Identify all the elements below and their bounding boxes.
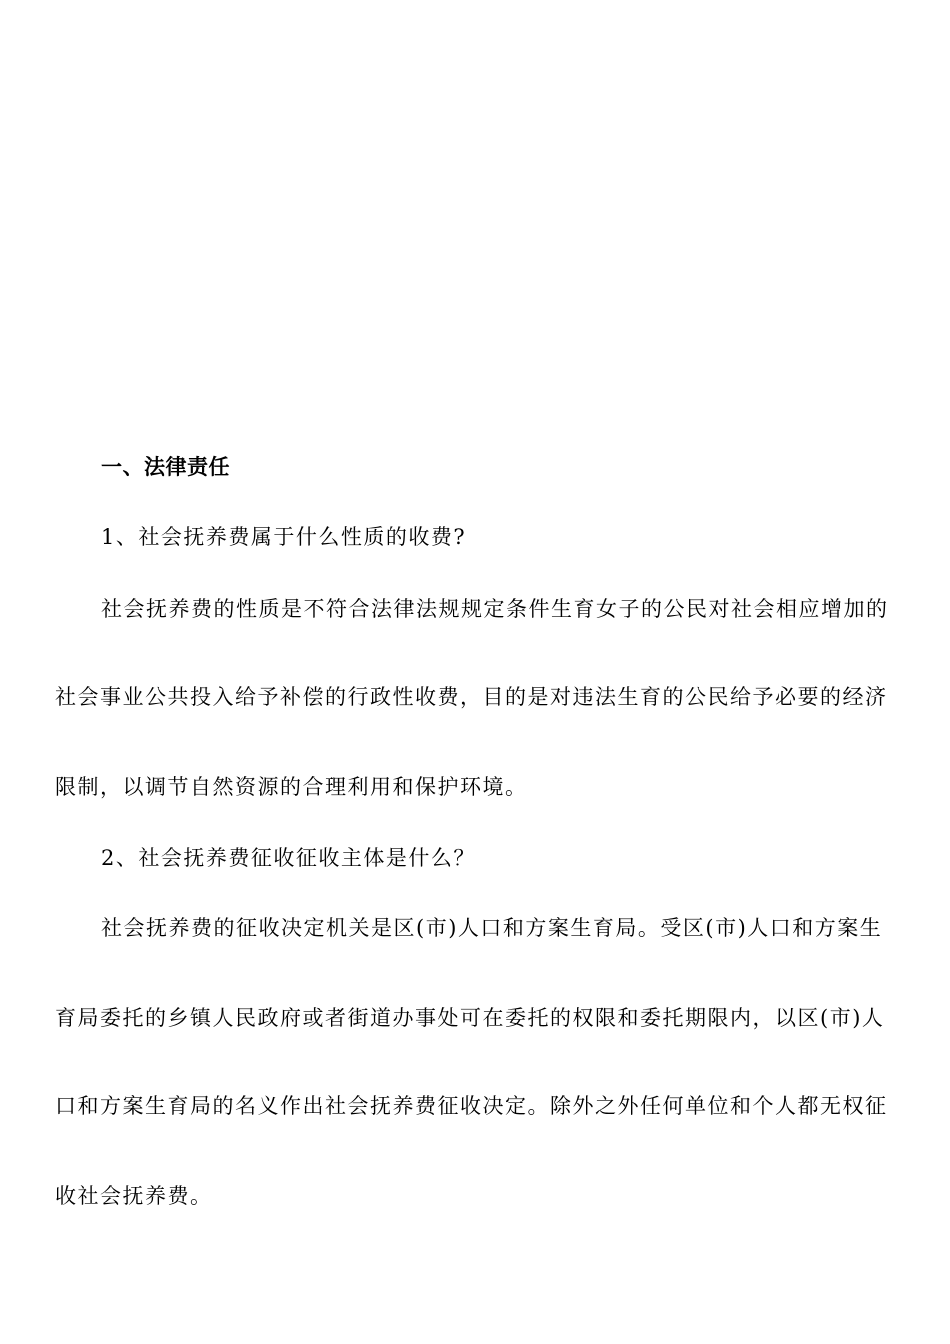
section-heading: 一、法律责任 xyxy=(101,455,230,479)
answer-2-line-2: 育局委托的乡镇人民政府或者街道办事处可在委托的权限和委托期限内，以区(市)人 xyxy=(55,1006,885,1030)
question-1: 1、社会抚养费属于什么性质的收费? xyxy=(101,525,467,549)
answer-2-line-3: 口和方案生育局的名义作出社会抚养费征收决定。除外之外任何单位和个人都无权征 xyxy=(55,1094,888,1118)
question-2: 2、社会抚养费征收征收主体是什么？ xyxy=(101,846,476,870)
answer-1-line-3: 限制，以调节自然资源的合理利用和保护环境。 xyxy=(55,775,528,799)
answer-1-line-2: 社会事业公共投入给予补偿的行政性收费，目的是对违法生育的公民给予必要的经济 xyxy=(55,685,888,709)
answer-2-line-4: 收社会抚养费。 xyxy=(55,1184,213,1208)
answer-2-line-1: 社会抚养费的征收决定机关是区(市)人口和方案生育局。受区(市)人口和方案生 xyxy=(101,916,883,940)
answer-1-line-1: 社会抚养费的性质是不符合法律法规规定条件生育女子的公民对社会相应增加的 xyxy=(101,597,889,621)
